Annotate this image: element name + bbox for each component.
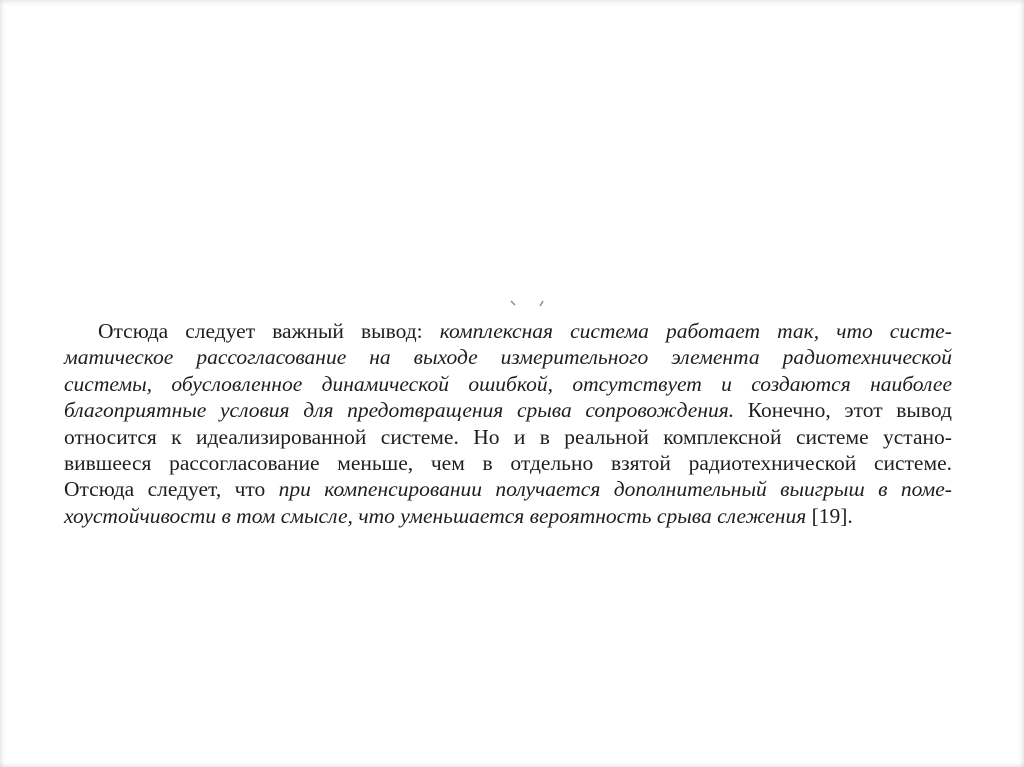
word: что <box>836 319 873 343</box>
word: система <box>570 319 649 343</box>
word: устано- <box>883 424 952 449</box>
word: хоустойчивости <box>64 503 222 528</box>
text-line <box>64 424 952 450</box>
word: при <box>278 477 311 502</box>
text-line <box>64 397 952 423</box>
word: относится <box>64 424 157 449</box>
word: следует, <box>147 477 222 502</box>
word: вероятность <box>529 503 657 528</box>
word: наиболее <box>870 371 952 396</box>
word: чем <box>430 450 465 475</box>
word: сопровождения. <box>585 398 735 423</box>
word: взятой <box>610 450 671 475</box>
word: в <box>539 424 550 449</box>
word: следует <box>185 319 256 343</box>
word: меньше, <box>337 450 414 475</box>
word: комплексная <box>439 319 553 343</box>
word: в <box>482 450 493 475</box>
word: идеализированной <box>196 424 367 449</box>
word: системе. <box>873 450 952 475</box>
word: что <box>358 503 401 528</box>
word: системе. <box>380 424 459 449</box>
word: условия <box>219 398 290 423</box>
word: Конечно, <box>747 398 831 423</box>
scan-marks <box>508 298 548 310</box>
word: Отсюда <box>98 319 169 343</box>
text-line <box>64 450 952 476</box>
word: обусловленное <box>171 371 303 396</box>
word: и <box>513 424 526 449</box>
text-line <box>64 344 952 370</box>
word: радиотехнической <box>688 450 857 475</box>
word: отдельно <box>510 450 594 475</box>
word: срыва <box>656 503 718 528</box>
word: отсутствует <box>572 371 702 396</box>
word: поме- <box>900 477 952 502</box>
text-line <box>64 318 952 344</box>
word: слежения <box>717 503 812 528</box>
word: Но <box>473 424 500 449</box>
word: рассогласование <box>196 345 347 370</box>
word: работает <box>665 319 761 343</box>
word: систе- <box>889 319 952 343</box>
word: предотвращения <box>347 398 504 423</box>
word: и <box>721 371 732 396</box>
word: выигрыш <box>780 477 865 502</box>
word: рассогласование <box>169 450 320 475</box>
word: уменьшается <box>400 503 530 528</box>
word: матическое <box>64 345 174 370</box>
word: для <box>303 398 334 423</box>
word: радиотехнической <box>782 345 952 370</box>
word: вывод <box>896 398 952 423</box>
word: компенсировании <box>324 477 483 502</box>
word: этот <box>844 398 883 423</box>
word: срыва <box>516 398 572 423</box>
text-line <box>64 371 952 397</box>
word: в <box>878 477 888 502</box>
word: системы, <box>64 371 153 396</box>
text-line <box>64 476 952 502</box>
word: элемента <box>671 345 760 370</box>
word: динамической <box>321 371 449 396</box>
paragraph-text <box>64 318 952 529</box>
word: что <box>234 477 266 502</box>
word: на <box>369 345 391 370</box>
word: реальной <box>564 424 649 449</box>
word: так, <box>777 319 820 343</box>
word: ошибкой, <box>468 371 553 396</box>
word: комплексной <box>663 424 782 449</box>
word: смысле, <box>280 503 359 528</box>
word: получается <box>495 477 601 502</box>
word: к <box>171 424 182 449</box>
word: измерительного <box>500 345 649 370</box>
word: системе <box>795 424 869 449</box>
word: дополнительный <box>613 477 767 502</box>
word: том <box>236 503 281 528</box>
word: выходе <box>413 345 478 370</box>
word: в <box>221 503 237 528</box>
word: Отсюда <box>64 477 135 502</box>
word: благоприятные <box>64 398 207 423</box>
word: вывод: <box>360 319 423 343</box>
word: вившееся <box>64 450 152 475</box>
text-line <box>64 503 952 529</box>
word: [19]. <box>811 503 853 528</box>
word: создаются <box>751 371 851 396</box>
word: важный <box>272 319 344 343</box>
